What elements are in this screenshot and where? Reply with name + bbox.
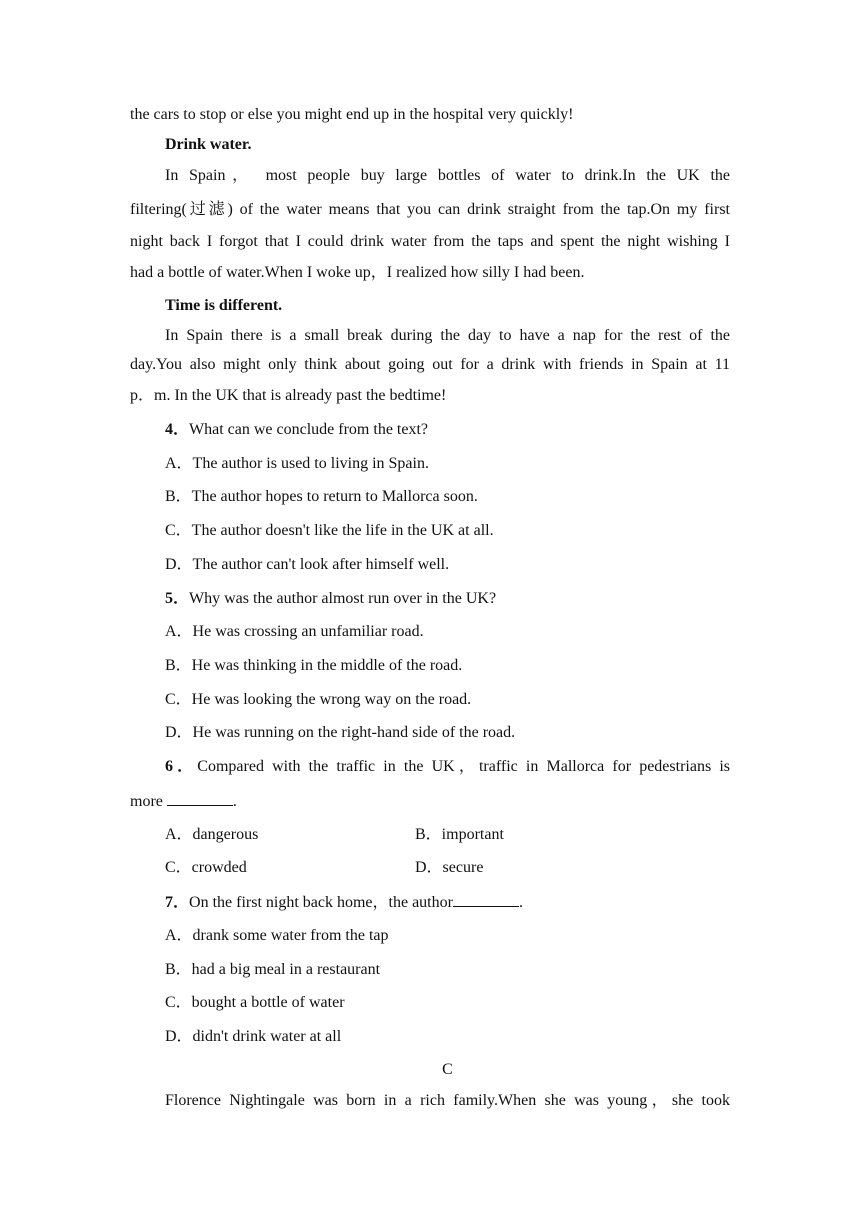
option-a: A．The author is used to living in Spain. <box>165 455 429 472</box>
question-6-continued <box>130 791 730 812</box>
option-c: C．bought a bottle of water <box>165 994 345 1011</box>
question-4 <box>165 420 730 440</box>
option-d: D．The author can't look after himself well. <box>165 556 450 573</box>
passage-line: Florence Nightingale was born in a rich family.When she was young，she took <box>165 1092 730 1109</box>
question-text: more <box>130 793 163 810</box>
option-a: A．drank some water from the tap <box>165 927 389 944</box>
question-text: Compared with the traffic in the UK，traffic in Mallorca for pedestrians is <box>197 758 730 775</box>
passage-line: In Spain， most people buy large bottles of water to drink.In the UK the <box>165 167 730 184</box>
option-b: B．had a big meal in a restaurant <box>165 961 381 978</box>
question-number: 4． <box>165 421 190 438</box>
option-d: D．didn't drink water at all <box>165 1028 342 1045</box>
section-heading: Time is different. <box>165 297 283 314</box>
question-number: 7． <box>165 894 190 911</box>
option-row <box>165 825 730 845</box>
option-c: C．He was looking the wrong way on the road. <box>165 691 472 708</box>
passage-line: had a bottle of water.When I woke up，I realized how silly I had been. <box>130 264 585 281</box>
option-d: D．secure <box>415 859 484 876</box>
passage-line: night back I forgot that I could drink water from the taps and spent the night wishing I <box>130 233 730 250</box>
passage-line: In Spain there is a small break during the day to have a nap for the rest of the <box>165 327 730 344</box>
question-7 <box>165 892 730 913</box>
question-text: Why was the author almost run over in the UK? <box>189 590 497 607</box>
option-a: A．dangerous <box>165 826 259 843</box>
option-b: B．The author hopes to return to Mallorca soon. <box>165 488 478 505</box>
question-text: On the first night back home，the author <box>189 894 453 911</box>
option-b: B．important <box>415 826 504 843</box>
answer-blank <box>453 892 519 907</box>
option-b: B．He was thinking in the middle of the road. <box>165 657 463 674</box>
option-d: D．He was running on the right-hand side of the road. <box>165 724 516 741</box>
question-6 <box>165 757 730 777</box>
question-text: What can we conclude from the text? <box>189 421 429 438</box>
section-heading: Drink water. <box>165 136 252 153</box>
option-c: C．crowded <box>165 859 247 876</box>
passage-line: day.You also might only think about going out for a drink with friends in Spain at 11 <box>130 356 730 373</box>
question-number: 6． <box>165 758 198 775</box>
question-5 <box>165 589 730 609</box>
passage-line: p．m. In the UK that is already past the bedtime! <box>130 387 447 404</box>
passage-line: the cars to stop or else you might end up in the hospital very quickly! <box>130 106 574 123</box>
option-a: A．He was crossing an unfamiliar road. <box>165 623 424 640</box>
option-row <box>165 858 730 878</box>
answer-blank <box>167 791 233 806</box>
passage-line: filtering(过滤) of the water means that you can drink straight from the tap.On my first <box>130 201 730 218</box>
section-letter: C <box>442 1061 453 1078</box>
option-c: C．The author doesn't like the life in the UK at all. <box>165 522 494 539</box>
question-end: . <box>232 793 237 810</box>
question-end: . <box>518 894 523 911</box>
question-number: 5． <box>165 590 190 607</box>
